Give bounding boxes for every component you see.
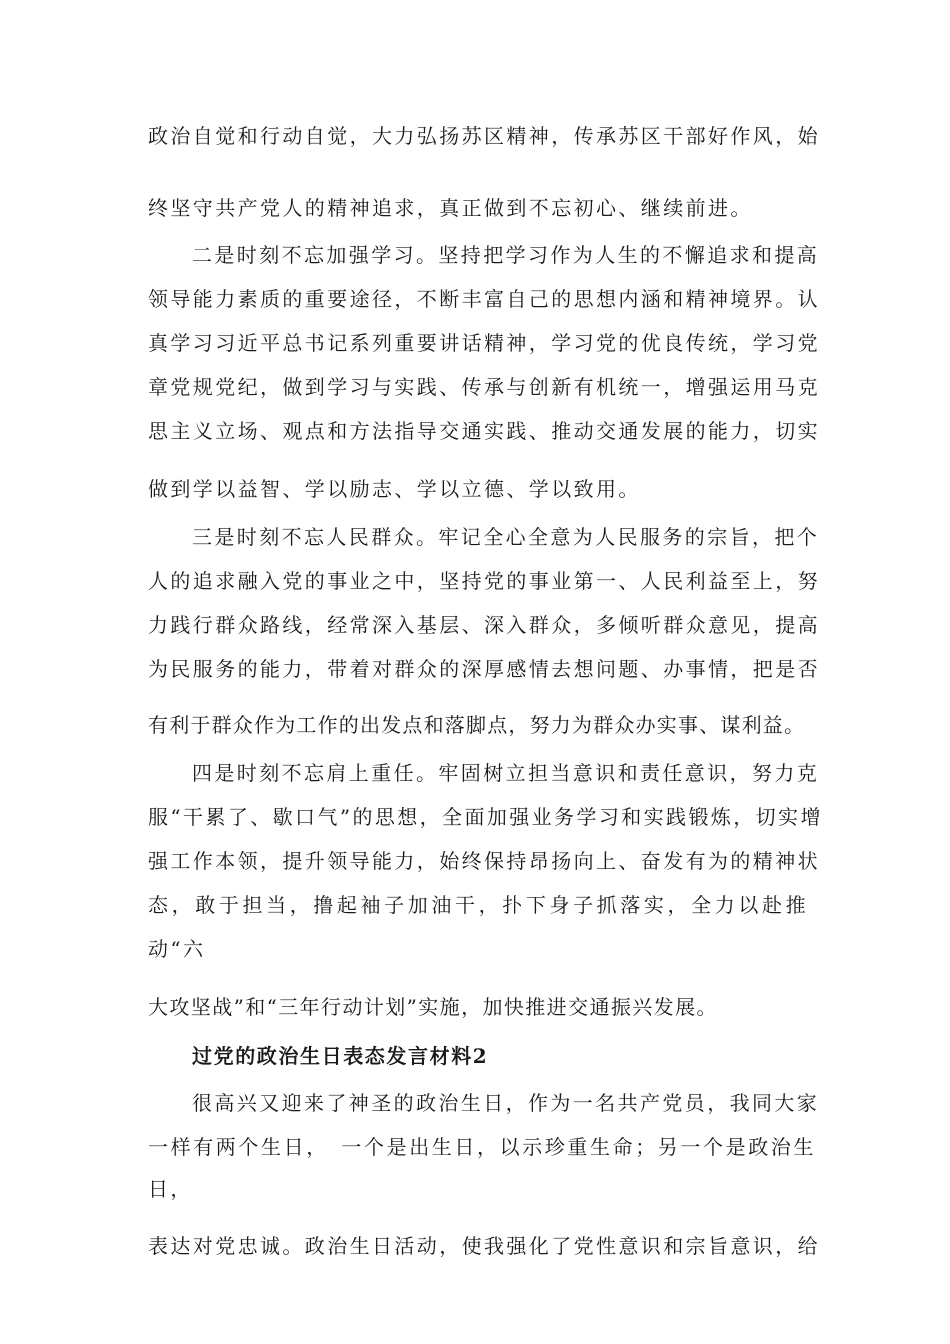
paragraph-line: 服“干累了、歇口气”的思想，全面加强业务学习和实践锻炼，切实增: [148, 805, 823, 829]
paragraph-line: 态，敢于担当，撸起袖子加油干，扑下身子抓落实，全力以赴推: [148, 893, 808, 917]
paragraph-line: 日，: [148, 1177, 193, 1201]
paragraph-line: 力践行群众路线，经常深入基层、深入群众，多倾听群众意见，提高: [148, 613, 820, 637]
paragraph-line: 章党规党纪，做到学习与实践、传承与创新有机统一，增强运用马克: [148, 375, 820, 399]
paragraph-line: 领导能力素质的重要途径，不断丰富自己的思想内涵和精神境界。认: [148, 287, 820, 311]
paragraph-line: 动“六: [148, 937, 206, 961]
paragraph-line: 表达对党忠诚。政治生日活动，使我强化了党性意识和宗旨意识，给: [148, 1234, 820, 1258]
paragraph-line: 做到学以益智、学以励志、学以立德、学以致用。: [148, 477, 641, 501]
paragraph-line: 有利于群众作为工作的出发点和落脚点，努力为群众办实事、谋利益。: [148, 713, 806, 737]
paragraph-line: 人的追求融入党的事业之中，坚持党的事业第一、人民利益至上，努: [148, 569, 820, 593]
paragraph-line: 真学习习近平总书记系列重要讲话精神，学习党的优良传统，学习党: [148, 331, 820, 355]
paragraph-line: 三是时刻不忘人民群众。牢记全心全意为人民服务的宗旨，把个: [192, 525, 820, 549]
paragraph-line: 一样有两个生日， 一个是出生日，以示珍重生命；另一个是政治生: [148, 1135, 816, 1159]
paragraph-line: 为民服务的能力，带着对群众的深厚感情去想问题、办事情，把是否: [148, 657, 820, 681]
paragraph-line: 终坚守共产党人的精神追求，真正做到不忘初心、继续前进。: [148, 196, 753, 220]
paragraph-line: 大攻坚战”和“三年行动计划”实施，加快推进交通振兴发展。: [148, 995, 718, 1019]
paragraph-line: 思主义立场、观点和方法指导交通实践、推动交通发展的能力，切实: [148, 419, 820, 443]
paragraph-line: 很高兴又迎来了神圣的政治生日，作为一名共产党员，我同大家: [192, 1091, 820, 1115]
paragraph-line: 二是时刻不忘加强学习。坚持把学习作为人生的不懈追求和提高: [192, 243, 820, 267]
section-heading: 过党的政治生日表态发言材料2: [192, 1044, 489, 1068]
paragraph-line: 四是时刻不忘肩上重任。牢固树立担当意识和责任意识，努力克: [192, 761, 820, 785]
paragraph-line: 强工作本领，提升领导能力，始终保持昂扬向上、奋发有为的精神状: [148, 849, 820, 873]
paragraph-line: 政治自觉和行动自觉，大力弘扬苏区精神，传承苏区干部好作风，始: [148, 124, 820, 148]
